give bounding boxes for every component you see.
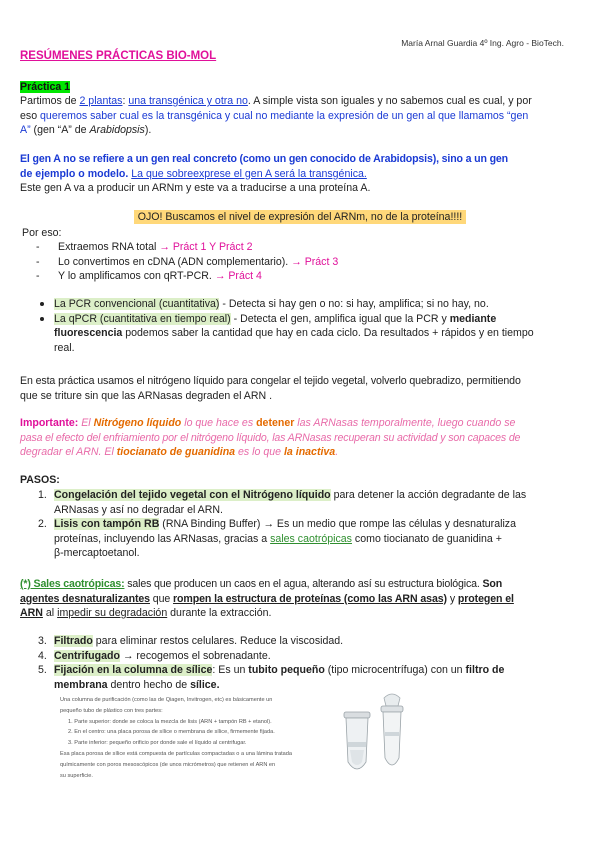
figure-line: 1. Parte superior: donde se coloca la mezcla de lisis (ARN + tampón RB + etanol). (68, 718, 272, 725)
sales-link[interactable]: sales caotrópicas (270, 532, 352, 545)
gen-a-paragraph (20, 152, 585, 196)
por-eso: Por eso: (22, 227, 62, 239)
step-item: 4. Centrifugado → recogemos el sobrenadante. (38, 649, 271, 662)
practica-heading: Práctica 1 (20, 81, 71, 93)
intro-text-2: . A simple vista son iguales y no sabemos cual es cual, y por (247, 95, 532, 107)
intro-arabidopsis: Arabidopsis (89, 124, 145, 136)
figure-line: Una columna de purificación (como las de Qiagen, Invitrogen, etc) es básicamente un (60, 697, 273, 703)
step-item: 5. Fijación en la columna de sílice: Es un tubito pequeño (tipo microcentrífuga) con un filtro de membrana dentro hecho de sílice. (38, 664, 505, 691)
intro-text: Partimos de (20, 95, 80, 107)
qpcr-item: La qPCR (cuantitativa en tiempo real) - Detecta el gen, amplifica igual que la PCR y mediante fluorescencia podemos saber la cantidad que hay en cada ciclo. Da resultados + rápidos y en tiempo real. (40, 312, 585, 356)
gen-a-line2a: de ejemplo o modelo. (20, 167, 132, 180)
intro-colon: : (122, 95, 129, 107)
intro-plants: 2 plantas (79, 95, 123, 107)
nitrogen-paragraph: En esta práctica usamos el nitrógeno líquido para congelar el tejido vegetal, volverlo quebradizo, permitiendo que se triture sin que las ARNasas degraden el ARN . (20, 375, 521, 402)
author-header: María Arnal Guardia 4º Ing. Agro - BioTech. (401, 38, 564, 48)
intro-transgenic: una transgénica y otra no (128, 95, 248, 107)
sales-paragraph: (*) Sales caotrópicas: sales que producen un caos en el agua, alterando así su estructura biológica. Son agentes desnaturalizantes que rompen la estructura de proteínas (como las ARN asas) y protegen el ARN al impedir su degradación durante la extracción. (20, 578, 514, 619)
figure-line: Esa placa porosa de sílice está compuesta de partículas compactadas o a una lámina tratada (60, 750, 292, 757)
pasos-heading: PASOS: (20, 474, 60, 486)
gen-a-line1: El gen A no se refiere a un gen real concreto (como un gen conocido de Arabidopsis), sino a un gen (20, 153, 508, 165)
steps-list-2 (38, 634, 586, 692)
figure-line: químicamente con poros mesoscópicos (de unos micrómetros) que retienen el ARN en (60, 761, 276, 768)
gen-a-line2b: La que sobreexprese el gen A será la transgénica. (131, 167, 367, 180)
gen-a-line3: Este gen A va a producir un ARNm y este va a traducirse a una proteína A. (20, 182, 371, 194)
figure-line: pequeño tubo de plástico con tres partes: (60, 707, 163, 714)
steps-list-1 (38, 488, 586, 561)
bullet-dot-icon (40, 317, 44, 321)
figure-caption-image (60, 695, 330, 781)
dash-list (36, 240, 338, 284)
pcr-item: La PCR convencional (cuantitativa) - Detecta si hay gen o no: si hay, amplifica; si no hay, no. (40, 297, 585, 312)
intro-text-4: (gen “A” de (30, 124, 90, 136)
step-item: 2. Lisis con tampón RB (RNA Binding Buffer) → Es un medio que rompe las células y desnaturaliza proteínas, incluyendo las ARNasas, gracias a sales caotrópicas como tiocianato de guanidina + β-mercaptoetanol. (38, 518, 516, 559)
intro-goal: queremos saber cual es la transgénica y cual no mediante la expresión de un gen al que llamamos “gen (40, 109, 529, 122)
ojo-note (0, 210, 600, 225)
figure-line: 3. Parte inferior: pequeño orificio por donde sale el líquido al centrifugar. (68, 740, 247, 747)
dash-item: - Lo convertimos en cDNA (ADN complementario). → Práct 3 (36, 255, 339, 268)
dash-item: - Extraemos RNA total → Práct 1 Y Práct 2 (36, 241, 253, 253)
document-title: RESÚMENES PRÁCTICAS BIO-MOL (20, 50, 217, 62)
importante-paragraph: Importante: El Nitrógeno líquido lo que hace es detener las ARNasas temporalmente, luego cuando se pasa el efecto del enfriamiento por el nitrógeno líquido, las ARNasas recuperan su actividad y son capaces de degradar el ARN. El tiocianato de guanidina es lo que la inactiva. (20, 417, 521, 458)
figure-line: su superficie. (60, 772, 93, 779)
silica-column-tubes-image (340, 692, 410, 782)
microtube-icon (381, 694, 403, 765)
column-tube-icon (344, 712, 370, 769)
bullet-dot-icon (40, 302, 44, 306)
pcr-list (40, 297, 585, 355)
dash-item: - Y lo amplificamos con qRT-PCR. → Práct 4 (36, 270, 262, 282)
ojo-text: OJO! Buscamos el nivel de expresión del ARNm, no de la proteína!!!! (134, 210, 466, 224)
intro-text-3: eso (20, 109, 41, 122)
intro-paragraph (20, 94, 580, 138)
figure-line: 2. En el centro: una placa porosa de sílice o membrana de sílice, firmemente fijada. (68, 729, 275, 736)
practica-label (20, 80, 70, 95)
step-item: 3. Filtrado para eliminar restos celulares. Reduce la viscosidad. (38, 635, 344, 647)
intro-gene-a: A” (20, 124, 31, 136)
step-item: 1. Congelación del tejido vegetal con el Nitrógeno líquido para detener la acción degradante de las ARNasas y así no degradar el ARN. (38, 489, 527, 516)
intro-text-5: ). (144, 124, 152, 136)
